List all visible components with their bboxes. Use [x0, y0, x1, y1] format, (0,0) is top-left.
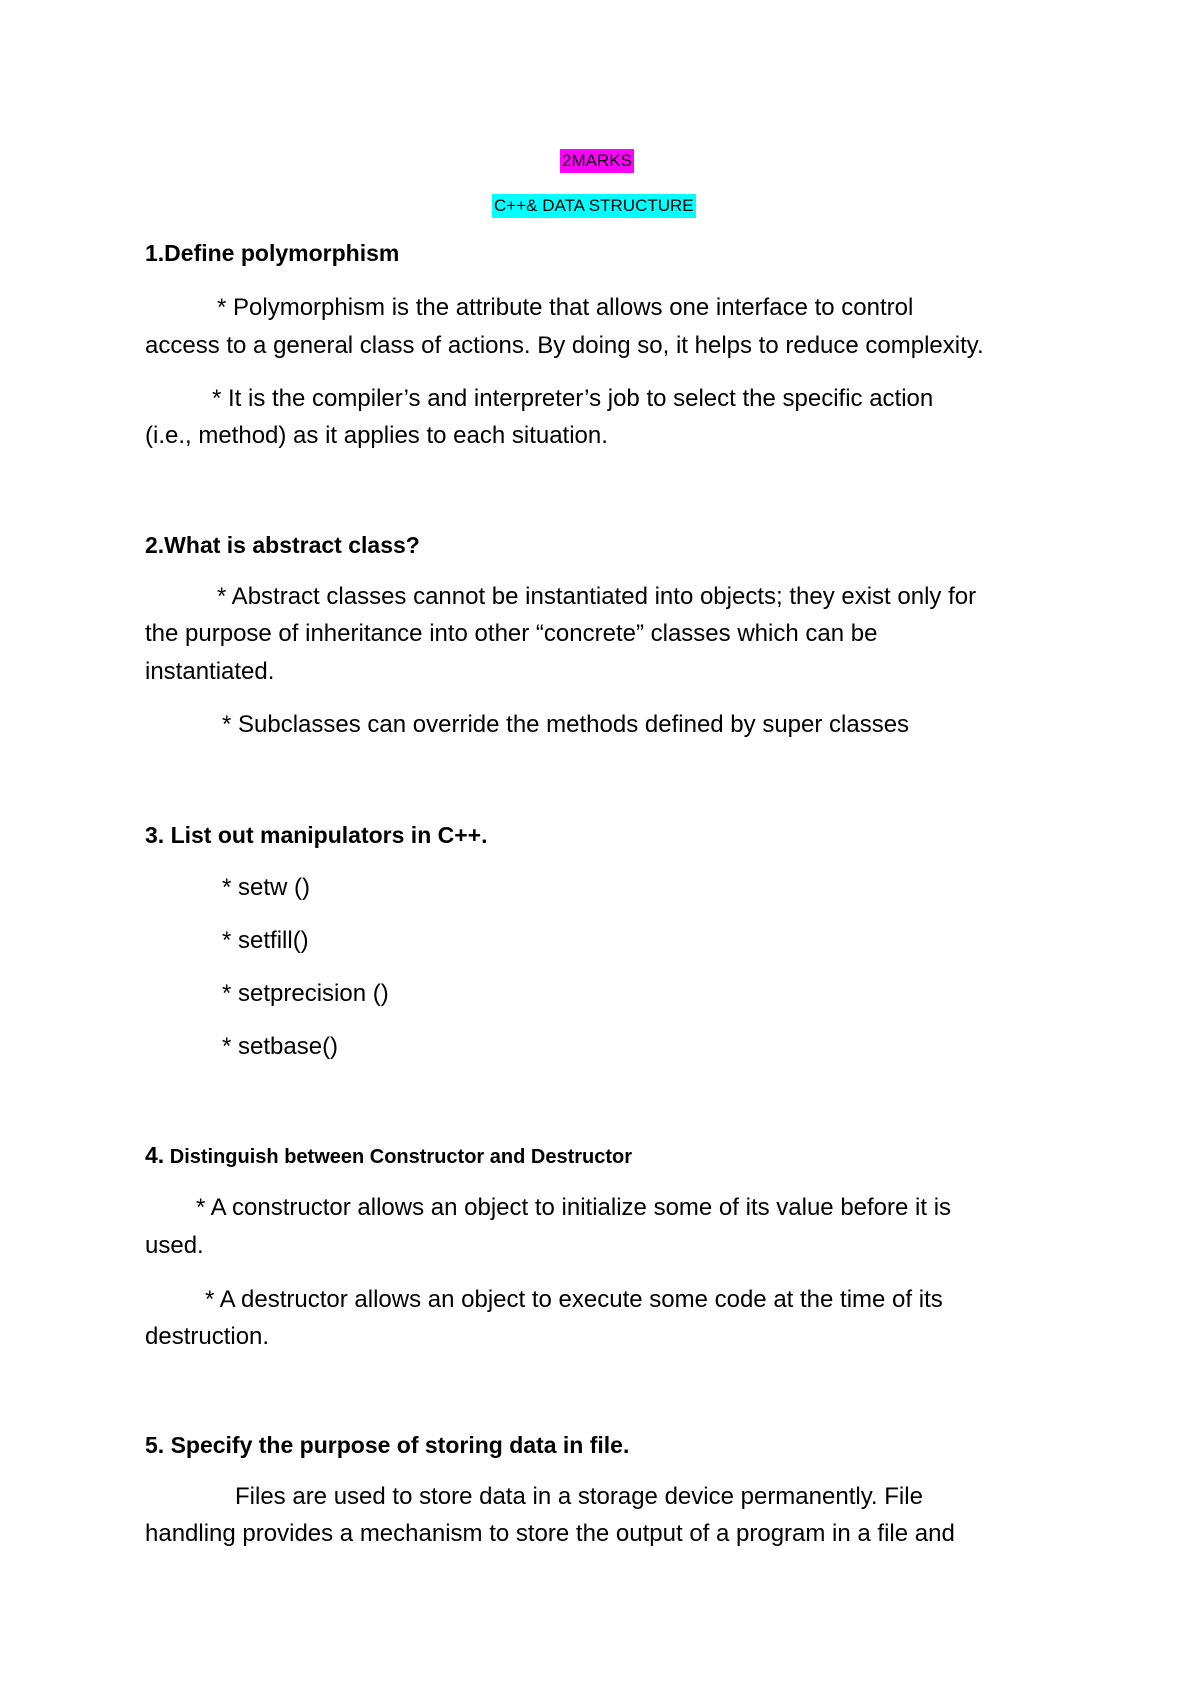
marks-badge: 2MARKS — [560, 149, 634, 173]
subject-badge: C++& DATA STRUCTURE — [492, 194, 696, 218]
question-4-title: Distinguish between Constructor and Destructor — [169, 1146, 633, 1168]
question-4-heading — [145, 1141, 632, 1171]
question-4-line-2: used. — [145, 1232, 204, 1259]
question-3-item-setbase: * setbase() — [222, 1033, 339, 1060]
question-1-line-4: (i.e., method) as it applies to each situation. — [145, 422, 608, 449]
question-3-item-setprecision: * setprecision () — [222, 980, 389, 1007]
question-2-heading: 2.What is abstract class? — [145, 532, 420, 558]
question-5-heading: 5. Specify the purpose of storing data in file. — [145, 1432, 630, 1458]
question-1-line-1: * Polymorphism is the attribute that allows one interface to control — [217, 294, 914, 321]
question-3-heading: 3. List out manipulators in C++. — [145, 822, 488, 848]
question-4-number: 4. — [145, 1142, 165, 1168]
question-5-line-2: handling provides a mechanism to store the output of a program in a file and — [145, 1520, 955, 1547]
question-2-line-2: the purpose of inheritance into other “concrete” classes which can be — [145, 620, 878, 647]
question-1-line-2: access to a general class of actions. By doing so, it helps to reduce complexity. — [145, 332, 984, 359]
question-2-line-4: * Subclasses can override the methods defined by super classes — [222, 711, 910, 738]
question-3-item-setfill: * setfill() — [222, 927, 309, 954]
question-4-line-1: * A constructor allows an object to initialize some of its value before it is — [196, 1194, 952, 1221]
question-2-line-3: instantiated. — [145, 658, 275, 685]
question-4-line-3: * A destructor allows an object to execute some code at the time of its — [205, 1286, 943, 1313]
question-1-line-3: * It is the compiler’s and interpreter’s job to select the specific action — [212, 385, 934, 412]
question-2-line-1: * Abstract classes cannot be instantiated into objects; they exist only for — [217, 583, 977, 610]
question-4-line-4: destruction. — [145, 1323, 270, 1350]
question-1-heading: 1.Define polymorphism — [145, 240, 400, 266]
question-3-item-setw: * setw () — [222, 874, 311, 901]
question-5-line-1: Files are used to store data in a storage device permanently. File — [235, 1483, 923, 1510]
